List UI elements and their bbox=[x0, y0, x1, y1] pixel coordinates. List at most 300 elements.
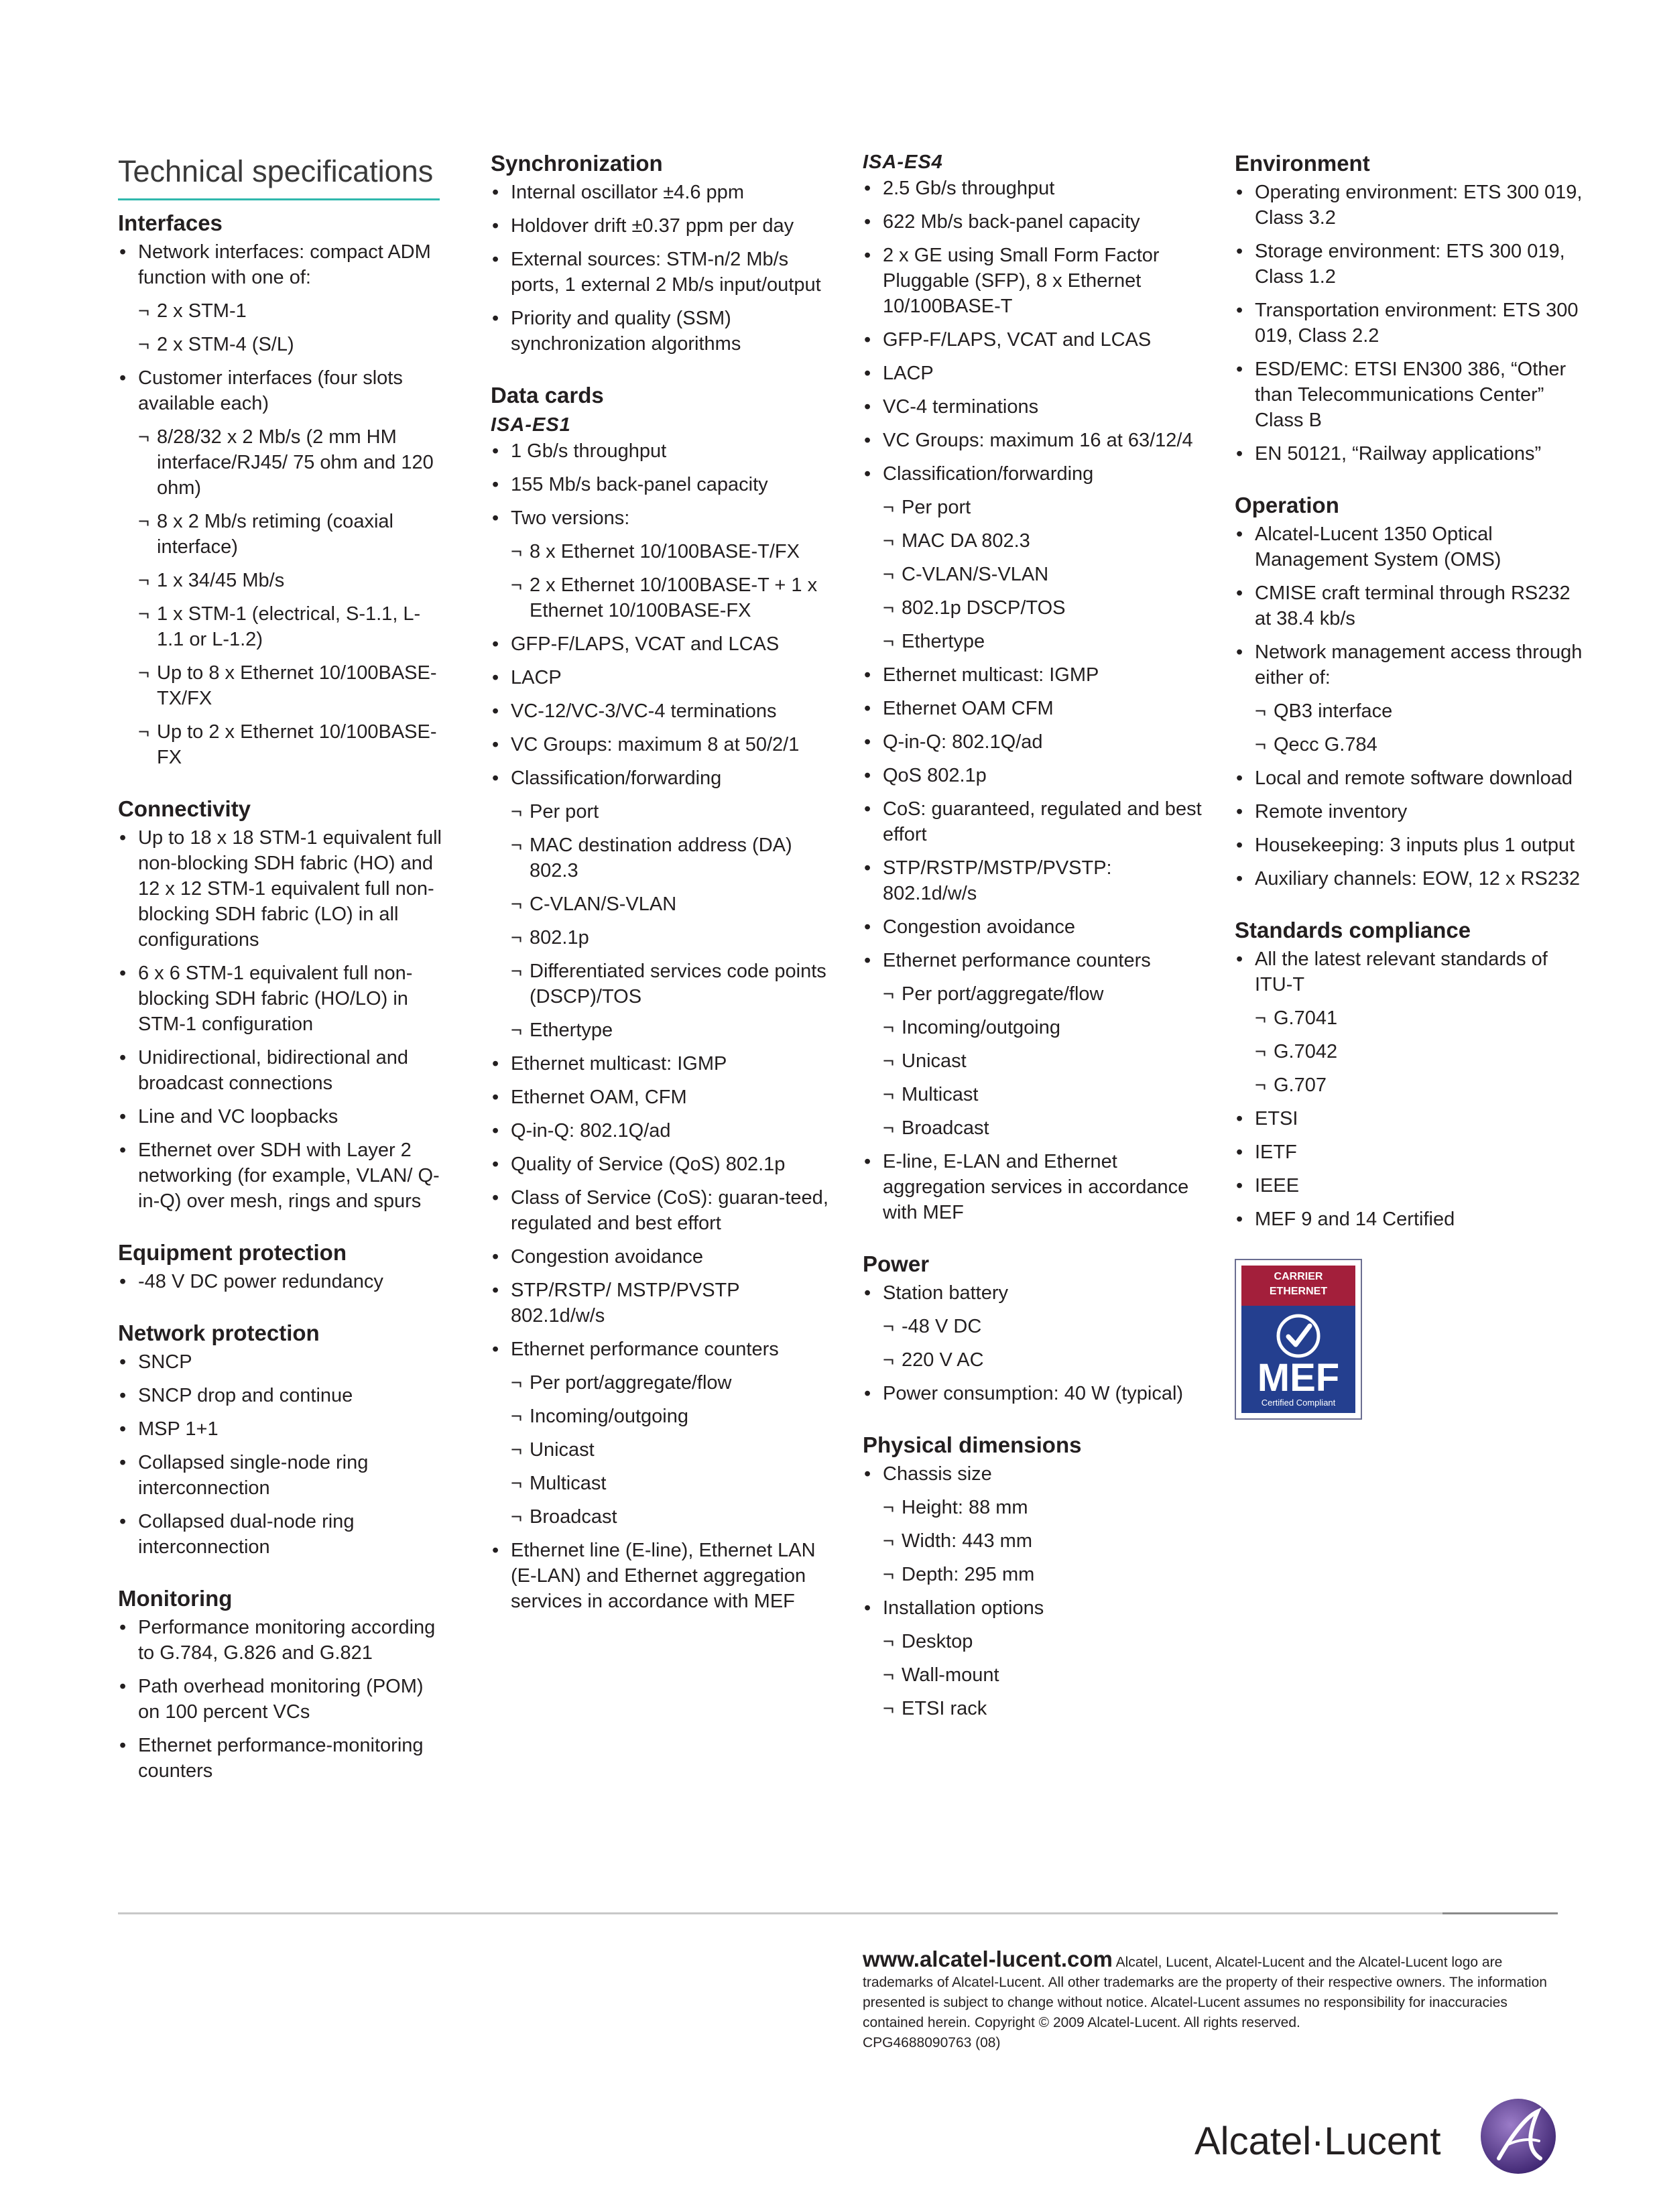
spec-item bbox=[863, 696, 1208, 721]
subitem-marker: ¬ bbox=[511, 541, 522, 562]
section-heading: Operation bbox=[1235, 493, 1339, 517]
spec-text: Q-in-Q: 802.1Q/ad bbox=[511, 1120, 671, 1142]
subitem-marker: ¬ bbox=[138, 570, 149, 591]
column-1-sections bbox=[118, 208, 446, 1784]
spec-item bbox=[491, 665, 833, 690]
spec-subitem bbox=[491, 799, 833, 824]
spec-text: Per port/aggregate/flow bbox=[902, 983, 1104, 1005]
spec-text: VC Groups: maximum 8 at 50/2/1 bbox=[511, 734, 800, 755]
spec-subitem bbox=[863, 495, 1208, 520]
spec-text: Ethertype bbox=[530, 1020, 613, 1041]
spec-item bbox=[863, 327, 1208, 353]
spec-list bbox=[491, 438, 833, 1614]
spec-subitem bbox=[1235, 732, 1583, 757]
spec-text: 155 Mb/s back-panel capacity bbox=[511, 474, 768, 495]
spec-item bbox=[1235, 580, 1583, 631]
mef-logo-line2: ETHERNET bbox=[1269, 1286, 1328, 1297]
spec-list bbox=[118, 825, 446, 1214]
section-environment bbox=[1235, 149, 1583, 467]
spec-item bbox=[491, 732, 833, 757]
brand-wordmark: Alcatel·Lucent bbox=[1194, 2119, 1441, 2163]
spec-text: Ethernet performance counters bbox=[883, 950, 1151, 971]
spec-text: SNCP drop and continue bbox=[138, 1385, 353, 1406]
subitem-marker: ¬ bbox=[511, 1439, 522, 1461]
mef-logo-banner bbox=[1241, 1266, 1355, 1306]
spec-item bbox=[863, 796, 1208, 847]
spec-text: Installation options bbox=[883, 1597, 1044, 1619]
spec-text: C-VLAN/S-VLAN bbox=[530, 894, 677, 915]
spec-subitem bbox=[491, 539, 833, 564]
spec-item bbox=[1235, 866, 1583, 892]
spec-item bbox=[863, 855, 1208, 906]
spec-text: Network interfaces: compact ADM function with one of: bbox=[138, 241, 431, 288]
section-isa-es4 bbox=[863, 149, 1208, 1225]
section-synchronization bbox=[491, 149, 833, 357]
spec-text: GFP-F/LAPS, VCAT and LCAS bbox=[511, 633, 780, 655]
spec-text: IEEE bbox=[1255, 1175, 1300, 1196]
spec-text: Priority and quality (SSM) synchronization algorithms bbox=[511, 308, 741, 355]
section-subheading: ISA-ES4 bbox=[863, 151, 943, 173]
spec-list bbox=[1235, 180, 1583, 467]
section-heading: Interfaces bbox=[118, 210, 223, 235]
spec-item bbox=[118, 1104, 446, 1129]
spec-item bbox=[1235, 799, 1583, 824]
spec-item bbox=[1235, 765, 1583, 791]
spec-subitem bbox=[863, 1015, 1208, 1040]
spec-subitem bbox=[1235, 1072, 1583, 1098]
spec-text: QoS 802.1p bbox=[883, 765, 987, 786]
spec-text: Holdover drift ±0.37 ppm per day bbox=[511, 215, 794, 237]
spec-subitem bbox=[863, 1082, 1208, 1107]
spec-list bbox=[118, 239, 446, 770]
mef-certified-logo bbox=[1235, 1259, 1362, 1420]
spec-item bbox=[863, 209, 1208, 235]
subitem-marker: ¬ bbox=[883, 1316, 894, 1337]
spec-text: G.7041 bbox=[1274, 1007, 1338, 1029]
spec-subitem bbox=[863, 629, 1208, 654]
subitem-marker: ¬ bbox=[138, 426, 149, 448]
spec-text: 1 Gb/s throughput bbox=[511, 440, 667, 462]
spec-list bbox=[118, 1615, 446, 1784]
spec-item bbox=[118, 1269, 446, 1294]
spec-subitem bbox=[118, 568, 446, 593]
spec-subitem bbox=[863, 1115, 1208, 1141]
subitem-marker: ¬ bbox=[511, 1473, 522, 1494]
section-heading: Synchronization bbox=[491, 151, 663, 176]
subitem-marker: ¬ bbox=[138, 662, 149, 684]
spec-list bbox=[863, 1461, 1208, 1721]
spec-text: -48 V DC bbox=[902, 1316, 982, 1337]
spec-text: Up to 8 x Ethernet 10/100BASE-TX/FX bbox=[157, 662, 437, 709]
spec-text: Ethernet performance-monitoring counters bbox=[138, 1735, 424, 1782]
spec-text: CoS: guaranteed, regulated and best effort bbox=[883, 798, 1202, 845]
spec-item bbox=[863, 1461, 1208, 1487]
spec-text: Auxiliary channels: EOW, 12 x RS232 bbox=[1255, 868, 1581, 889]
spec-text: 2 x Ethernet 10/100BASE-T + 1 x Ethernet 10/100BASE-FX bbox=[530, 574, 818, 621]
spec-item bbox=[118, 1416, 446, 1442]
spec-list bbox=[863, 176, 1208, 1225]
spec-text: Path overhead monitoring (POM) on 100 percent VCs bbox=[138, 1676, 424, 1723]
spec-text: 220 V AC bbox=[902, 1349, 984, 1371]
spec-text: Collapsed single-node ring interconnection bbox=[138, 1452, 369, 1499]
subitem-marker: ¬ bbox=[883, 530, 894, 552]
spec-text: Ethernet performance counters bbox=[511, 1339, 779, 1360]
subitem-marker: ¬ bbox=[138, 511, 149, 532]
spec-text: Width: 443 mm bbox=[902, 1530, 1032, 1552]
section-heading: Environment bbox=[1235, 151, 1370, 176]
spec-list bbox=[491, 180, 833, 357]
spec-item bbox=[863, 428, 1208, 453]
spec-text: Ethernet OAM, CFM bbox=[511, 1087, 687, 1108]
section-heading: Data cards bbox=[491, 383, 604, 408]
spec-text: MEF 9 and 14 Certified bbox=[1255, 1209, 1455, 1230]
spec-text: Internal oscillator ±4.6 ppm bbox=[511, 182, 744, 203]
spec-item bbox=[863, 1280, 1208, 1306]
subitem-marker: ¬ bbox=[138, 300, 149, 322]
spec-item bbox=[1235, 833, 1583, 858]
spec-item bbox=[863, 1381, 1208, 1406]
spec-item bbox=[863, 394, 1208, 420]
spec-item bbox=[863, 1595, 1208, 1621]
spec-subitem bbox=[491, 959, 833, 1009]
alcatel-lucent-swirl-icon bbox=[1479, 2097, 1558, 2176]
spec-subitem bbox=[118, 298, 446, 324]
spec-item bbox=[491, 247, 833, 298]
spec-text: 2 x STM-4 (S/L) bbox=[157, 334, 294, 355]
spec-item bbox=[118, 1450, 446, 1501]
section-equipment-protection bbox=[118, 1238, 446, 1294]
spec-text: Congestion avoidance bbox=[511, 1246, 703, 1268]
spec-item bbox=[118, 1138, 446, 1214]
subitem-marker: ¬ bbox=[883, 1050, 894, 1072]
spec-list bbox=[1235, 946, 1583, 1232]
spec-subitem bbox=[118, 332, 446, 357]
subitem-marker: ¬ bbox=[511, 1506, 522, 1528]
spec-text: 1 x 34/45 Mb/s bbox=[157, 570, 285, 591]
spec-item bbox=[1235, 298, 1583, 349]
mef-logo-line1: CARRIER bbox=[1274, 1271, 1323, 1282]
spec-subitem bbox=[491, 1370, 833, 1396]
subitem-marker: ¬ bbox=[883, 1698, 894, 1719]
spec-subitem bbox=[1235, 698, 1583, 724]
spec-subitem bbox=[863, 1347, 1208, 1373]
spec-text: Classification/forwarding bbox=[511, 767, 722, 789]
subitem-marker: ¬ bbox=[511, 1372, 522, 1394]
subitem-marker: ¬ bbox=[1255, 734, 1266, 755]
subitem-marker: ¬ bbox=[511, 894, 522, 915]
spec-subitem bbox=[491, 1437, 833, 1463]
spec-text: Line and VC loopbacks bbox=[138, 1106, 339, 1127]
spec-text: Up to 2 x Ethernet 10/100BASE-FX bbox=[157, 721, 437, 768]
spec-item bbox=[1235, 521, 1583, 572]
subitem-marker: ¬ bbox=[511, 835, 522, 856]
spec-subitem bbox=[863, 1662, 1208, 1688]
spec-subitem bbox=[1235, 1039, 1583, 1064]
spec-subitem bbox=[491, 833, 833, 883]
subitem-marker: ¬ bbox=[511, 1406, 522, 1427]
spec-text: 8/28/32 x 2 Mb/s (2 mm HM interface/RJ45/ 75 ohm and 120 ohm) bbox=[157, 426, 434, 499]
section-physical-dimensions bbox=[863, 1430, 1208, 1721]
spec-text: Desktop bbox=[902, 1631, 973, 1652]
spec-text: 2 x STM-1 bbox=[157, 300, 247, 322]
spec-list bbox=[118, 1269, 446, 1294]
subitem-marker: ¬ bbox=[511, 1020, 522, 1041]
spec-text: Storage environment: ETS 300 019, Class 1.2 bbox=[1255, 241, 1565, 288]
spec-text: Depth: 295 mm bbox=[902, 1564, 1035, 1585]
spec-text: Broadcast bbox=[902, 1117, 989, 1139]
subitem-marker: ¬ bbox=[883, 1564, 894, 1585]
subitem-marker: ¬ bbox=[1255, 1074, 1266, 1096]
section-interfaces bbox=[118, 208, 446, 770]
mef-logo-body bbox=[1241, 1306, 1355, 1413]
spec-text: Unicast bbox=[530, 1439, 595, 1461]
subitem-marker: ¬ bbox=[883, 564, 894, 585]
spec-item bbox=[863, 914, 1208, 940]
spec-text: Multicast bbox=[530, 1473, 607, 1494]
section-operation bbox=[1235, 491, 1583, 892]
spec-text: 622 Mb/s back-panel capacity bbox=[883, 211, 1140, 233]
spec-text: Incoming/outgoing bbox=[530, 1406, 688, 1427]
subitem-marker: ¬ bbox=[883, 1631, 894, 1652]
spec-item bbox=[1235, 1140, 1583, 1165]
spec-item bbox=[1235, 1207, 1583, 1232]
spec-subitem bbox=[491, 925, 833, 950]
spec-text: Q-in-Q: 802.1Q/ad bbox=[883, 731, 1043, 753]
spec-text: Chassis size bbox=[883, 1463, 992, 1485]
spec-text: LACP bbox=[883, 363, 934, 384]
subitem-marker: ¬ bbox=[883, 1349, 894, 1371]
mef-logo-word: MEF bbox=[1257, 1356, 1340, 1400]
spec-subitem bbox=[863, 1528, 1208, 1554]
spec-text: Up to 18 x 18 STM-1 equivalent full non-blocking SDH fabric (HO) and 12 x 12 STM-1 equivalent full non-blocking SDH fabric (LO) in all configurations bbox=[138, 827, 442, 950]
subitem-marker: ¬ bbox=[138, 334, 149, 355]
spec-text: Ethernet OAM CFM bbox=[883, 698, 1054, 719]
spec-text: LACP bbox=[511, 667, 562, 688]
column-2 bbox=[491, 149, 833, 1638]
spec-text: Congestion avoidance bbox=[883, 916, 1075, 938]
spec-text: All the latest relevant standards of ITU-T bbox=[1255, 948, 1548, 995]
spec-text: Per port/aggregate/flow bbox=[530, 1372, 732, 1394]
spec-text: 2 x GE using Small Form Factor Pluggable (SFP), 8 x Ethernet 10/100BASE-T bbox=[883, 245, 1160, 317]
spec-subitem bbox=[491, 892, 833, 917]
spec-text: Differentiated services code points (DSCP)/TOS bbox=[530, 961, 826, 1007]
spec-subitem bbox=[118, 660, 446, 711]
spec-text: 1 x STM-1 (electrical, S-1.1, L-1.1 or L-1.2) bbox=[157, 603, 421, 650]
spec-text: STP/RSTP/MSTP/PVSTP: 802.1d/w/s bbox=[883, 857, 1112, 904]
section-heading: Power bbox=[863, 1251, 930, 1276]
section-monitoring bbox=[118, 1584, 446, 1784]
spec-item bbox=[491, 1085, 833, 1110]
spec-item bbox=[491, 1337, 833, 1362]
spec-item bbox=[491, 472, 833, 497]
spec-text: Ethertype bbox=[902, 631, 985, 652]
spec-text: VC Groups: maximum 16 at 63/12/4 bbox=[883, 430, 1193, 451]
spec-subitem bbox=[491, 572, 833, 623]
spec-text: Height: 88 mm bbox=[902, 1497, 1028, 1518]
checkmark-icon bbox=[1275, 1312, 1322, 1359]
section-power bbox=[863, 1249, 1208, 1406]
spec-item bbox=[118, 239, 446, 290]
spec-text: -48 V DC power redundancy bbox=[138, 1271, 383, 1292]
section-heading: Equipment protection bbox=[118, 1240, 347, 1265]
section-heading: Monitoring bbox=[118, 1586, 233, 1611]
spec-item bbox=[491, 306, 833, 357]
spec-subitem bbox=[118, 509, 446, 560]
spec-item bbox=[491, 213, 833, 239]
spec-item bbox=[118, 1383, 446, 1408]
column-3-sections bbox=[863, 149, 1208, 1721]
title-rule bbox=[118, 198, 440, 200]
spec-item bbox=[863, 948, 1208, 973]
spec-text: Network management access through either of: bbox=[1255, 641, 1583, 688]
spec-text: G.7042 bbox=[1274, 1041, 1338, 1062]
column-4-sections bbox=[1235, 149, 1583, 1232]
spec-text: IETF bbox=[1255, 1142, 1297, 1163]
spec-text: E-line, E-LAN and Ethernet aggregation services in accordance with MEF bbox=[883, 1151, 1189, 1223]
section-heading: Physical dimensions bbox=[863, 1432, 1082, 1457]
alcatel-lucent-logo bbox=[1194, 2097, 1570, 2184]
subitem-marker: ¬ bbox=[1255, 700, 1266, 722]
spec-subitem bbox=[491, 1471, 833, 1496]
footer-divider bbox=[118, 1912, 1459, 1914]
spec-item bbox=[491, 698, 833, 724]
spec-text: Per port bbox=[530, 801, 599, 822]
spec-text: EN 50121, “Railway applications” bbox=[1255, 443, 1542, 465]
mef-logo-caption: Certified Compliant bbox=[1261, 1398, 1336, 1408]
spec-item bbox=[863, 662, 1208, 688]
spec-item bbox=[1235, 1173, 1583, 1199]
spec-item bbox=[491, 1118, 833, 1144]
spec-text: VC-4 terminations bbox=[883, 396, 1039, 418]
spec-text: Operating environment: ETS 300 019, Class 3.2 bbox=[1255, 182, 1583, 229]
spec-item bbox=[491, 505, 833, 531]
spec-text: Local and remote software download bbox=[1255, 767, 1573, 789]
spec-subitem bbox=[1235, 1005, 1583, 1031]
subitem-marker: ¬ bbox=[883, 1017, 894, 1038]
spec-text: G.707 bbox=[1274, 1074, 1327, 1096]
spec-item bbox=[491, 1244, 833, 1270]
spec-text: Ethernet multicast: IGMP bbox=[883, 664, 1099, 686]
spec-text: Wall-mount bbox=[902, 1664, 999, 1686]
column-4 bbox=[1235, 149, 1583, 1420]
spec-text: Remote inventory bbox=[1255, 801, 1408, 822]
spec-item bbox=[118, 1045, 446, 1096]
spec-item bbox=[863, 763, 1208, 788]
spec-text: 802.1p bbox=[530, 927, 589, 948]
spec-text: GFP-F/LAPS, VCAT and LCAS bbox=[883, 329, 1152, 351]
spec-text: STP/RSTP/ MSTP/PVSTP 802.1d/w/s bbox=[511, 1280, 740, 1327]
section-connectivity bbox=[118, 794, 446, 1214]
spec-text: Transportation environment: ETS 300 019, Class 2.2 bbox=[1255, 300, 1579, 347]
spec-text: Power consumption: 40 W (typical) bbox=[883, 1383, 1184, 1404]
spec-item bbox=[491, 1051, 833, 1077]
subitem-marker: ¬ bbox=[883, 1497, 894, 1518]
spec-text: MSP 1+1 bbox=[138, 1418, 219, 1440]
subitem-marker: ¬ bbox=[883, 631, 894, 652]
section-data-cards bbox=[491, 381, 833, 1614]
page-title: Technical specifications bbox=[118, 154, 434, 188]
spec-text: QB3 interface bbox=[1274, 700, 1393, 722]
spec-text: Customer interfaces (four slots available each) bbox=[138, 367, 403, 414]
spec-item bbox=[1235, 357, 1583, 433]
spec-subitem bbox=[863, 1048, 1208, 1074]
spec-subitem bbox=[863, 562, 1208, 587]
subitem-marker: ¬ bbox=[1255, 1041, 1266, 1062]
spec-item bbox=[118, 1733, 446, 1784]
spec-text: Classification/forwarding bbox=[883, 463, 1094, 485]
subitem-marker: ¬ bbox=[138, 721, 149, 743]
spec-item bbox=[118, 1615, 446, 1666]
spec-text: 8 x 2 Mb/s retiming (coaxial interface) bbox=[157, 511, 393, 558]
spec-text: 8 x Ethernet 10/100BASE-T/FX bbox=[530, 541, 800, 562]
spec-item bbox=[491, 1152, 833, 1177]
subitem-marker: ¬ bbox=[511, 574, 522, 596]
subitem-marker: ¬ bbox=[511, 801, 522, 822]
spec-item bbox=[491, 438, 833, 464]
spec-subitem bbox=[863, 1696, 1208, 1721]
spec-item bbox=[491, 1278, 833, 1329]
subitem-marker: ¬ bbox=[883, 1084, 894, 1105]
spec-text: Class of Service (CoS): guaran-teed, regulated and best effort bbox=[511, 1187, 828, 1234]
spec-item bbox=[118, 365, 446, 416]
subitem-marker: ¬ bbox=[511, 927, 522, 948]
spec-item bbox=[1235, 639, 1583, 690]
spec-item bbox=[118, 1509, 446, 1560]
spec-item bbox=[863, 729, 1208, 755]
spec-item bbox=[863, 243, 1208, 319]
document-code: CPG4688090763 (08) bbox=[863, 2035, 1001, 2050]
spec-item bbox=[863, 461, 1208, 487]
spec-text: ETSI bbox=[1255, 1108, 1298, 1129]
subitem-marker: ¬ bbox=[138, 603, 149, 625]
spec-item bbox=[118, 1674, 446, 1725]
spec-text: Qecc G.784 bbox=[1274, 734, 1377, 755]
subitem-marker: ¬ bbox=[883, 597, 894, 619]
spec-text: Collapsed dual-node ring interconnection bbox=[138, 1511, 355, 1558]
spec-item bbox=[491, 631, 833, 657]
spec-text: CMISE craft terminal through RS232 at 38.4 kb/s bbox=[1255, 582, 1571, 629]
spec-subitem bbox=[863, 528, 1208, 554]
spec-text: MAC destination address (DA) 802.3 bbox=[530, 835, 792, 881]
spec-text: 2.5 Gb/s throughput bbox=[883, 178, 1055, 199]
spec-text: Station battery bbox=[883, 1282, 1008, 1304]
subitem-marker: ¬ bbox=[883, 497, 894, 518]
spec-text: External sources: STM-n/2 Mb/s ports, 1 external 2 Mb/s input/output bbox=[511, 249, 821, 296]
spec-text: MAC DA 802.3 bbox=[902, 530, 1030, 552]
website-url: www.alcatel-lucent.com bbox=[863, 1947, 1113, 1971]
spec-item bbox=[491, 1538, 833, 1614]
spec-text: C-VLAN/S-VLAN bbox=[902, 564, 1049, 585]
spec-item bbox=[1235, 441, 1583, 467]
section-heading: Standards compliance bbox=[1235, 918, 1471, 942]
spec-subitem bbox=[491, 1404, 833, 1429]
spec-item bbox=[1235, 239, 1583, 290]
spec-item bbox=[1235, 946, 1583, 997]
trademark-text: Alcatel, Lucent, Alcatel-Lucent and the Alcatel-Lucent logo are trademarks of Alcatel-Lucent. All other trademarks are the property of their respective owners. The information presented is subject to change without notice. Alcatel-Lucent assumes no responsibility for inaccuracies contained herein. Copyright © 2009 Alcatel-Lucent. All rights reserved. bbox=[863, 1955, 1547, 2030]
column-1 bbox=[118, 149, 446, 1808]
spec-text: Performance monitoring according to G.784, G.826 and G.821 bbox=[138, 1617, 436, 1664]
spec-item bbox=[863, 176, 1208, 201]
spec-text: Ethernet over SDH with Layer 2 networking (for example, VLAN/ Q-in-Q) over mesh, rings and spurs bbox=[138, 1140, 440, 1212]
subitem-marker: ¬ bbox=[883, 983, 894, 1005]
spec-text: Incoming/outgoing bbox=[902, 1017, 1060, 1038]
section-subheading: ISA-ES1 bbox=[491, 414, 571, 436]
spec-subitem bbox=[863, 1562, 1208, 1587]
spec-text: ESD/EMC: ETSI EN300 386, “Other than Telecommunications Center” Class B bbox=[1255, 359, 1566, 431]
spec-item bbox=[863, 1149, 1208, 1225]
spec-item bbox=[863, 361, 1208, 386]
spec-subitem bbox=[863, 595, 1208, 621]
